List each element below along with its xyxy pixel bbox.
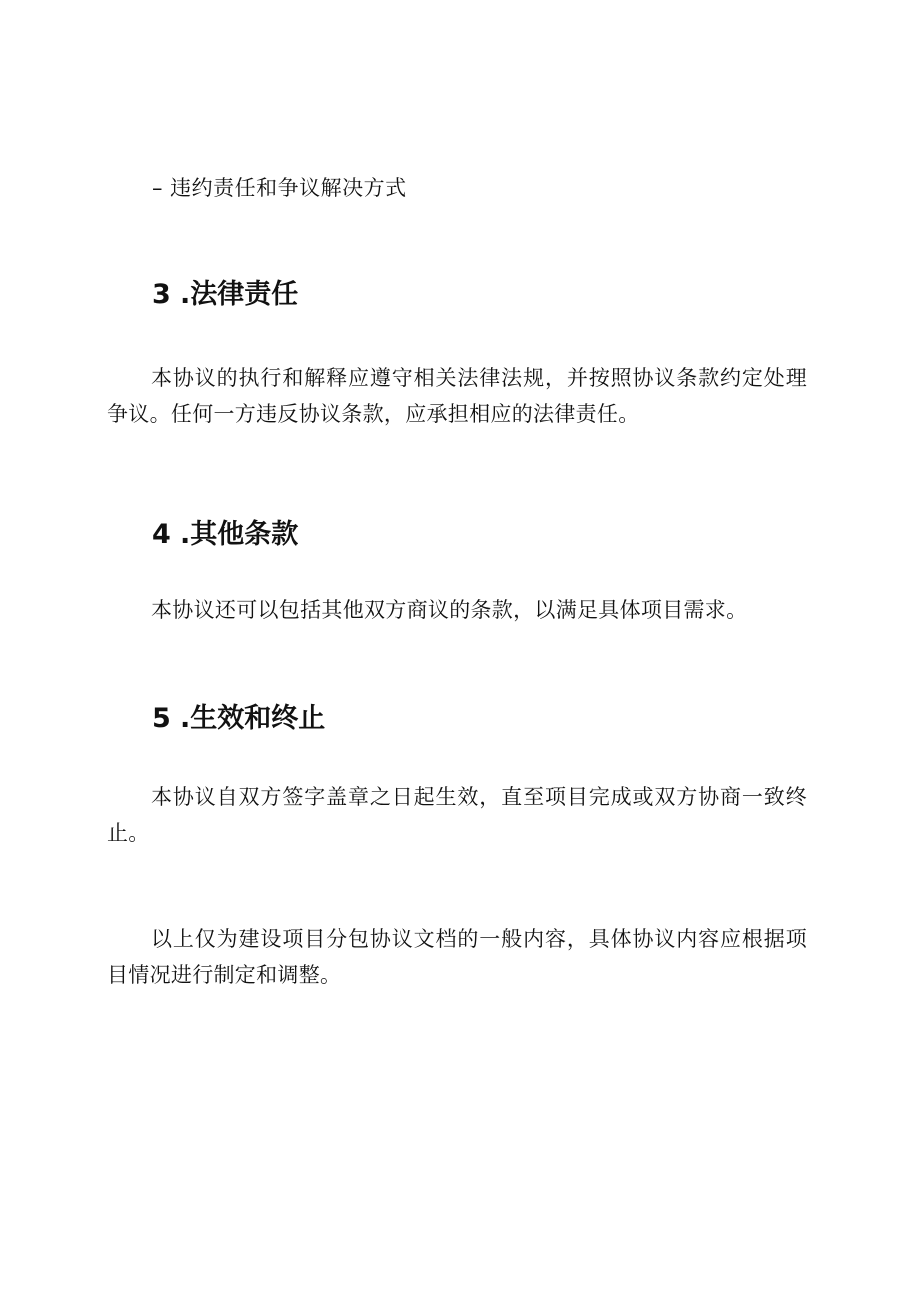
section-title: .法律责任 — [180, 279, 299, 310]
section-heading-5 — [152, 702, 325, 736]
section-title: .其他条款 — [180, 519, 299, 550]
section-title: .生效和终止 — [180, 703, 326, 734]
section-body-5: 本协议自双方签字盖章之日起生效，直至项目完成或双方协商一致终止。 — [107, 785, 807, 845]
section-heading-3 — [152, 278, 298, 312]
closing-paragraph: 以上仅为建设项目分包协议文档的一般内容，具体协议内容应根据项目情况进行制定和调整。 — [107, 927, 807, 987]
section-number: 5 — [152, 703, 171, 734]
section-number: 4 — [152, 519, 171, 550]
section-body-4: 本协议还可以包括其他双方商议的条款，以满足具体项目需求。 — [151, 598, 748, 622]
section-body-3: 本协议的执行和解释应遵守相关法律法规，并按照协议条款约定处理争议。任何一方违反协议条款，应承担相应的法律责任。 — [107, 366, 807, 426]
section-heading-4 — [152, 518, 298, 552]
bullet-item: – 违约责任和争议解决方式 — [152, 176, 407, 200]
section-number: 3 — [152, 279, 171, 310]
